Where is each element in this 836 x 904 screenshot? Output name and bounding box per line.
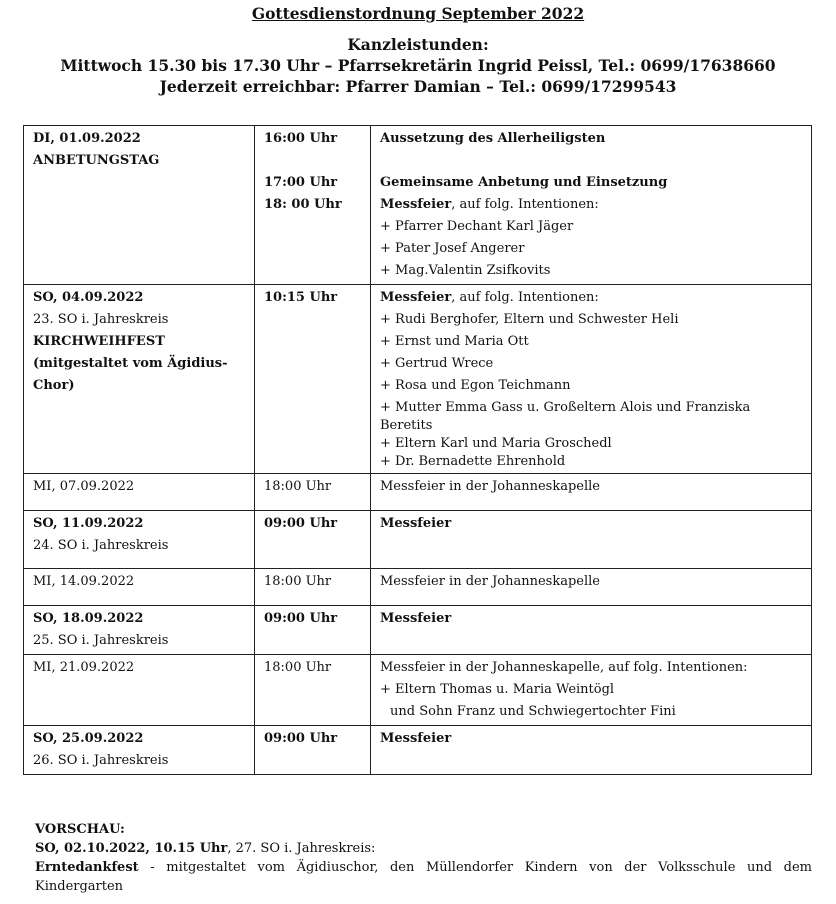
event-lead: Messfeier	[380, 197, 452, 212]
document-title: Gottesdienstordnung September 2022	[251, 4, 585, 23]
event-title: Messfeier in der Johanneskapelle	[380, 574, 600, 589]
preview-date: SO, 02.10.2022, 10.15 Uhr	[35, 841, 228, 856]
date-cell	[24, 511, 255, 569]
date-cell	[24, 126, 255, 285]
intention: + Mag.Valentin Zsifkovits	[380, 263, 551, 278]
preview-heading: VORSCHAU:	[35, 822, 125, 837]
time-cell	[255, 655, 371, 726]
time-cell	[255, 474, 371, 511]
office-hours-label: Kanzleistunden:	[347, 35, 489, 54]
event-cell	[371, 569, 812, 606]
sunday-label: 24. SO i. Jahreskreis	[33, 538, 169, 553]
service-time: 18:00 Uhr	[264, 660, 332, 675]
preview-date-line	[35, 839, 812, 858]
date-cell	[24, 655, 255, 726]
time-cell	[255, 606, 371, 655]
service-time: 18:00 Uhr	[264, 574, 332, 589]
service-time: 16:00 Uhr	[264, 131, 338, 146]
service-date: SO, 11.09.2022	[33, 516, 144, 531]
event-title: Messfeier	[380, 516, 452, 531]
service-time: 10:15 Uhr	[264, 290, 338, 305]
event-title: Messfeier	[380, 731, 452, 746]
table-row	[24, 655, 812, 726]
time-cell	[255, 726, 371, 775]
service-date: SO, 18.09.2022	[33, 611, 144, 626]
table-row	[24, 474, 812, 511]
sunday-label: 26. SO i. Jahreskreis	[33, 753, 169, 768]
service-time: 17:00 Uhr	[264, 175, 338, 190]
table-row	[24, 511, 812, 569]
intention: und Sohn Franz und Schwiegertochter Fini	[390, 704, 676, 719]
preview-section	[35, 820, 812, 896]
event-cell	[371, 511, 812, 569]
event-cell	[371, 474, 812, 511]
time-cell	[255, 126, 371, 285]
schedule-table	[23, 125, 812, 775]
date-cell	[24, 474, 255, 511]
date-cell	[24, 285, 255, 474]
service-time: 09:00 Uhr	[264, 516, 338, 531]
table-row	[24, 726, 812, 775]
day-note: ANBETUNGSTAG	[33, 153, 160, 168]
sunday-label: 23. SO i. Jahreskreis	[33, 312, 169, 327]
service-time: 09:00 Uhr	[264, 731, 338, 746]
event-lead: Messfeier	[380, 290, 452, 305]
preview-sunday: , 27. SO i. Jahreskreis:	[227, 841, 376, 856]
event-title: Aussetzung des Allerheiligsten	[380, 131, 606, 146]
event-cell	[371, 285, 812, 474]
service-date: DI, 01.09.2022	[33, 131, 141, 146]
event-title: Messfeier in der Johanneskapelle	[380, 479, 600, 494]
feast-label: KIRCHWEIHFEST	[33, 334, 165, 349]
table-row	[24, 126, 812, 285]
intention: + Rudi Berghofer, Eltern und Schwester Heli	[380, 312, 679, 327]
service-date: MI, 07.09.2022	[33, 479, 135, 494]
intention: + Ernst und Maria Ott	[380, 334, 529, 349]
service-date: MI, 21.09.2022	[33, 660, 135, 675]
service-date: SO, 25.09.2022	[33, 731, 144, 746]
preview-feast: Erntedankfest	[35, 860, 139, 875]
intention: + Rosa und Egon Teichmann	[380, 378, 571, 393]
event-title: Messfeier in der Johanneskapelle, auf folg. Intentionen:	[380, 660, 748, 675]
intention: + Eltern Thomas u. Maria Weintögl	[380, 682, 615, 697]
table-row	[24, 606, 812, 655]
intention: + Eltern Karl und Maria Groschedl	[380, 436, 612, 451]
event-title: Gemeinsame Anbetung und Einsetzung	[380, 175, 668, 190]
service-time: 18:00 Uhr	[264, 479, 332, 494]
intention: + Pfarrer Dechant Karl Jäger	[380, 219, 574, 234]
event-rest: , auf folg. Intentionen:	[451, 197, 599, 212]
preview-desc-text: - mitgestaltet vom Ägidiuschor, den Müllendorfer Kindern von der Volksschule und dem Kindergarten	[35, 860, 812, 894]
intention: + Gertrud Wrece	[380, 356, 494, 371]
intention: + Pater Josef Angerer	[380, 241, 525, 256]
event-title: Messfeier	[380, 611, 452, 626]
service-time: 09:00 Uhr	[264, 611, 338, 626]
contact-line: Jederzeit erreichbar: Pfarrer Damian – Tel.: 0699/17299543	[159, 77, 677, 96]
event-cell	[371, 726, 812, 775]
event-cell	[371, 606, 812, 655]
date-cell	[24, 569, 255, 606]
office-hours-line: Mittwoch 15.30 bis 17.30 Uhr – Pfarrsekretärin Ingrid Peissl, Tel.: 0699/17638660	[60, 56, 776, 75]
intention: + Mutter Emma Gass u. Großeltern Alois und Franziska Beretits	[380, 400, 751, 433]
intention: + Dr. Bernadette Ehrenhold	[380, 454, 566, 469]
choir-note: (mitgestaltet vom Ägidius-Chor)	[33, 356, 228, 393]
table-row	[24, 569, 812, 606]
event-line	[380, 287, 804, 309]
service-date: SO, 04.09.2022	[33, 290, 144, 305]
table-row	[24, 285, 812, 474]
event-cell	[371, 655, 812, 726]
preview-description	[35, 858, 812, 896]
event-rest: , auf folg. Intentionen:	[451, 290, 599, 305]
service-time: 18: 00 Uhr	[264, 197, 342, 212]
event-line	[380, 194, 804, 216]
service-date: MI, 14.09.2022	[33, 574, 135, 589]
time-cell	[255, 511, 371, 569]
time-cell	[255, 569, 371, 606]
event-cell	[371, 126, 812, 285]
date-cell	[24, 726, 255, 775]
time-cell	[255, 285, 371, 474]
sunday-label: 25. SO i. Jahreskreis	[33, 633, 169, 648]
date-cell	[24, 606, 255, 655]
